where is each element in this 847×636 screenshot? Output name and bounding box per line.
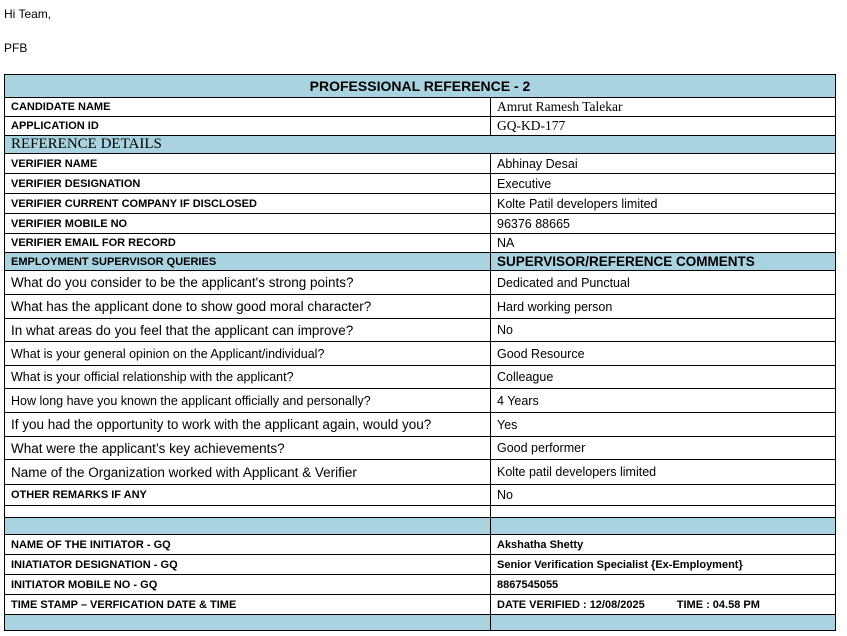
application-value: GQ-KD-177 [491, 117, 836, 136]
question-row [5, 295, 836, 319]
verifier-row [5, 234, 836, 253]
question-row [5, 437, 836, 460]
question-text: What do you consider to be the applicant's strong points? [5, 271, 491, 295]
question-row [5, 271, 836, 295]
question-text: What were the applicant’s key achievements? [5, 437, 491, 460]
initiator-label: INITIATOR MOBILE NO - GQ [5, 575, 491, 595]
initiator-row [5, 535, 836, 555]
pfb-text: PFB [4, 41, 28, 55]
question-text: What is your official relationship with the applicant? [5, 366, 491, 389]
question-row [5, 366, 836, 389]
blue-footer-row [5, 615, 836, 631]
answer-text: Colleague [491, 366, 836, 389]
answer-text: Yes [491, 413, 836, 437]
initiator-label: INIATIATOR DESIGNATION - GQ [5, 555, 491, 575]
other-remarks-value: No [491, 485, 836, 506]
time-verified: TIME : 04.58 PM [676, 598, 760, 611]
question-row [5, 460, 836, 485]
question-text: What has the applicant done to show good moral character? [5, 295, 491, 319]
verifier-label: VERIFIER CURRENT COMPANY IF DISCLOSED [5, 194, 491, 214]
verifier-value: Kolte Patil developers limited [491, 194, 836, 214]
verifier-value: Abhinay Desai [491, 154, 836, 174]
answer-text: Good performer [491, 437, 836, 460]
question-row [5, 319, 836, 342]
verifier-value: Executive [491, 174, 836, 194]
verifier-value: 96376 88665 [491, 214, 836, 234]
spacer-row [5, 506, 836, 518]
spacer-cell [5, 506, 491, 518]
question-text: In what areas do you feel that the applicant can improve? [5, 319, 491, 342]
initiator-value: 8867545055 [491, 575, 836, 595]
application-row [5, 117, 836, 136]
queries-header-row [5, 253, 836, 271]
answer-text: Good Resource [491, 342, 836, 366]
verifier-label: VERIFIER EMAIL FOR RECORD [5, 234, 491, 253]
question-text: If you had the opportunity to work with the applicant again, would you? [5, 413, 491, 437]
candidate-label: CANDIDATE NAME [5, 98, 491, 117]
answer-text: Hard working person [491, 295, 836, 319]
separator-cell [491, 518, 836, 535]
initiator-row [5, 555, 836, 575]
timestamp-row [5, 595, 836, 615]
verifier-row [5, 194, 836, 214]
answer-text: Kolte patil developers limited [491, 460, 836, 485]
queries-header-left: EMPLOYMENT SUPERVISOR QUERIES [5, 253, 491, 271]
reference-details-row [5, 136, 836, 154]
verifier-value: NA [491, 234, 836, 253]
question-text: What is your general opinion on the Applicant/individual? [5, 342, 491, 366]
date-verified: DATE VERIFIED : 12/08/2025 [497, 598, 645, 611]
footer-cell [5, 615, 491, 631]
greeting: Hi Team, [4, 7, 52, 21]
verifier-label: VERIFIER NAME [5, 154, 491, 174]
verifier-row [5, 174, 836, 194]
answer-text: Dedicated and Punctual [491, 271, 836, 295]
question-text: How long have you known the applicant officially and personally? [5, 389, 491, 413]
title-row [5, 75, 836, 98]
table-title: PROFESSIONAL REFERENCE - 2 [5, 75, 836, 98]
verifier-label: VERIFIER MOBILE NO [5, 214, 491, 234]
initiator-value: Akshatha Shetty [491, 535, 836, 555]
question-row [5, 389, 836, 413]
spacer-cell [491, 506, 836, 518]
question-row [5, 342, 836, 366]
other-remarks-row [5, 485, 836, 506]
queries-header-right: SUPERVISOR/REFERENCE COMMENTS [491, 253, 836, 271]
initiator-row [5, 575, 836, 595]
verifier-row [5, 214, 836, 234]
candidate-value: Amrut Ramesh Talekar [491, 98, 836, 117]
timestamp-label: TIME STAMP – VERFICATION DATE & TIME [5, 595, 491, 615]
answer-text: 4 Years [491, 389, 836, 413]
answer-text: No [491, 319, 836, 342]
application-label: APPLICATION ID [5, 117, 491, 136]
separator-cell [5, 518, 491, 535]
footer-cell [491, 615, 836, 631]
initiator-label: NAME OF THE INITIATOR - GQ [5, 535, 491, 555]
question-row [5, 413, 836, 437]
candidate-row [5, 98, 836, 117]
question-text: Name of the Organization worked with Applicant & Verifier [5, 460, 491, 485]
blue-separator-row [5, 518, 836, 535]
other-remarks-label: OTHER REMARKS IF ANY [5, 485, 491, 506]
reference-details-heading: REFERENCE DETAILS [5, 136, 836, 154]
reference-table [4, 74, 836, 631]
verifier-row [5, 154, 836, 174]
timestamp-value [491, 595, 836, 615]
initiator-value: Senior Verification Specialist {Ex-Employment} [491, 555, 836, 575]
verifier-label: VERIFIER DESIGNATION [5, 174, 491, 194]
